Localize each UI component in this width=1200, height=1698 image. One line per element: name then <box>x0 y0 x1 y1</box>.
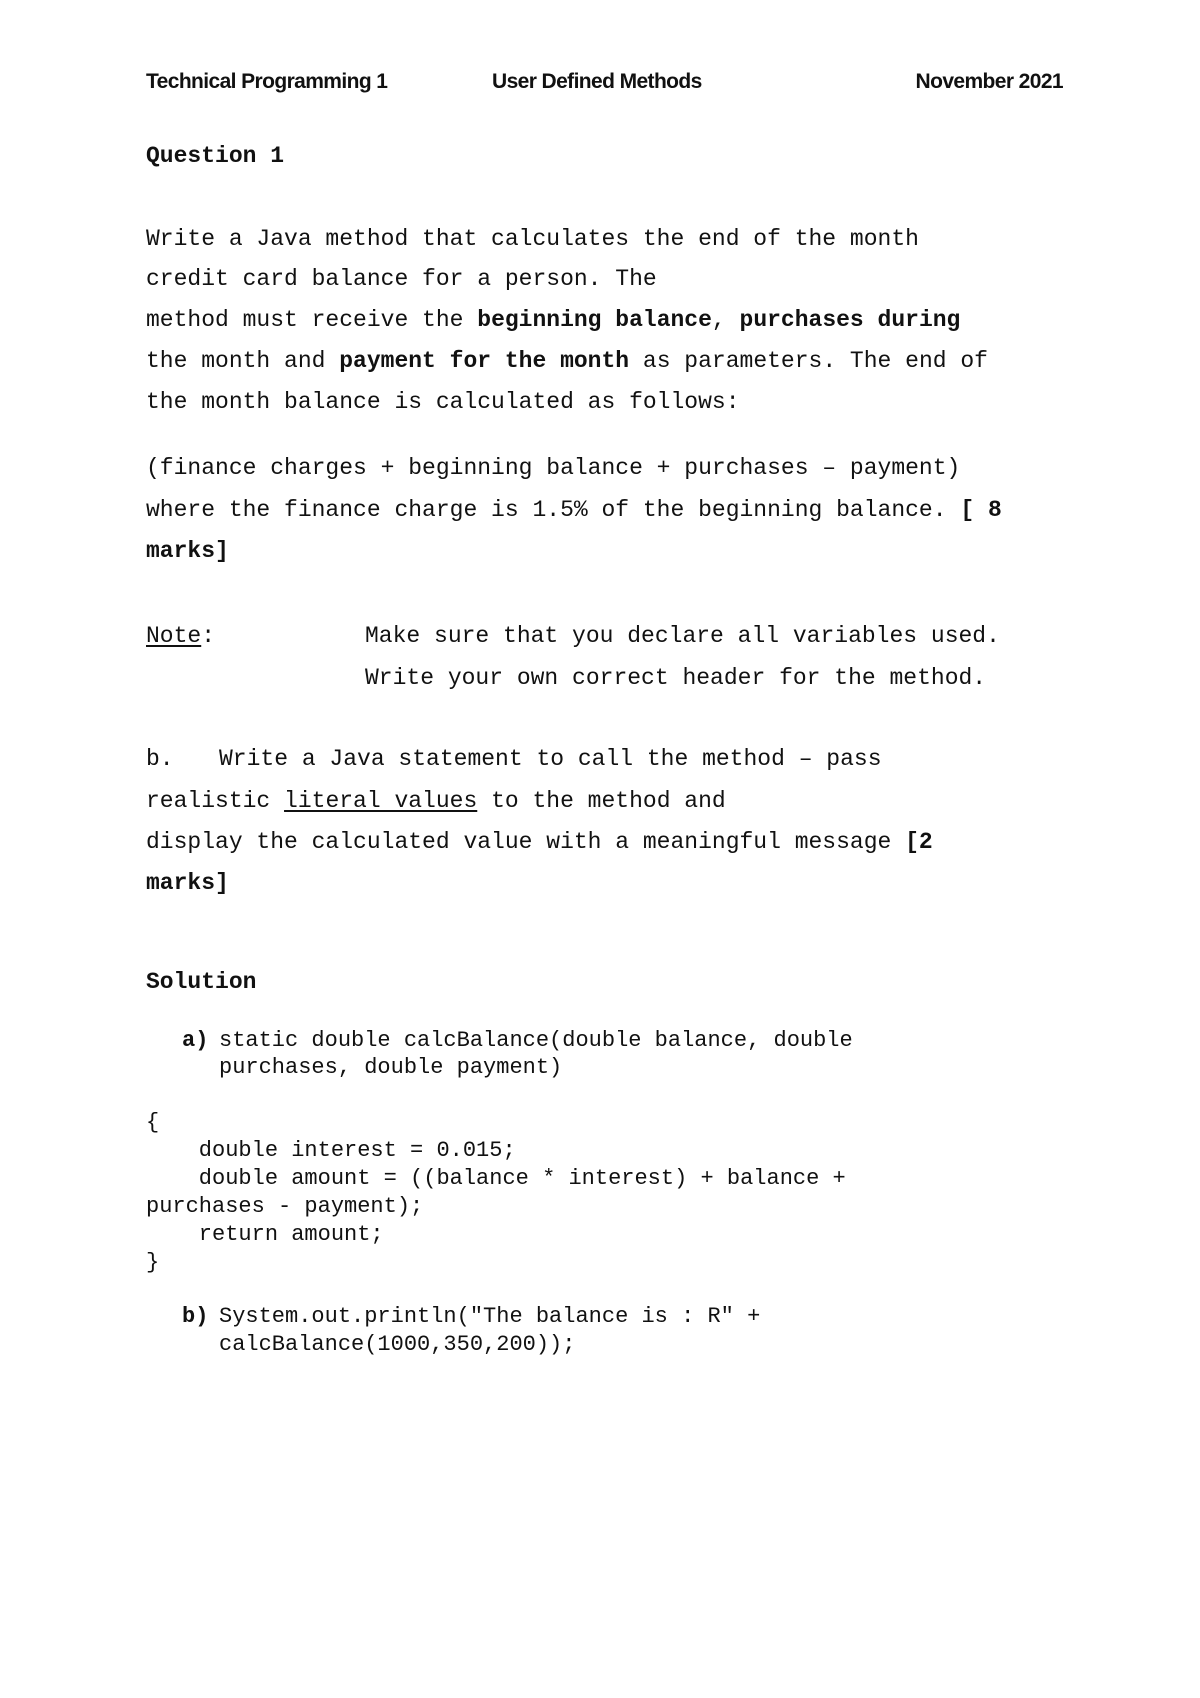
solution-b-label: b) <box>182 1304 209 1329</box>
part-b-line-1: Write a Java statement to call the method – pass <box>219 746 882 772</box>
part-b-prefix: b. <box>146 746 174 772</box>
question-text-line-2: credit card balance for a person. The <box>146 266 657 292</box>
formula-line-2 <box>146 497 1002 523</box>
question-text-line-1: Write a Java method that calculates the end of the month <box>146 226 919 252</box>
marks-label: [ 8 <box>960 497 1002 523</box>
code-line-1: { <box>146 1110 160 1135</box>
note-label: Note <box>146 623 202 649</box>
code-line-4: purchases - payment); <box>146 1194 424 1219</box>
part-b-line-3 <box>146 829 933 855</box>
question-title: Question 1 <box>146 143 285 169</box>
marks-label-continued: marks] <box>146 538 229 564</box>
part-b-line-2 <box>146 788 726 814</box>
page-header <box>146 70 1063 102</box>
text-fragment: method must receive the <box>146 307 478 333</box>
note-colon: : <box>201 623 216 649</box>
solution-b-line-1: System.out.println("The balance is : R" + <box>219 1304 761 1329</box>
emphasis-beginning-balance: beginning balance <box>477 307 712 333</box>
code-line-2: double interest = 0.015; <box>146 1138 516 1163</box>
code-line-3: double amount = ((balance * interest) + balance + <box>146 1166 846 1191</box>
question-text-line-4 <box>146 348 988 374</box>
note-line-1 <box>146 623 215 649</box>
header-date: November 2021 <box>915 70 1063 93</box>
solution-a-line-2: purchases, double payment) <box>219 1055 563 1080</box>
text-fragment: the month and <box>146 348 340 374</box>
formula-line-1: (finance charges + beginning balance + purchases – payment) <box>146 455 961 481</box>
question-text-line-3 <box>146 307 960 333</box>
question-text-line-5: the month balance is calculated as follows: <box>146 389 740 415</box>
text-fragment: as parameters. The end of <box>629 348 988 374</box>
marks-label: [2 <box>905 829 933 855</box>
solution-title: Solution <box>146 969 257 995</box>
note-text-2: Write your own correct header for the method. <box>365 665 987 691</box>
text-fragment: to the method and <box>477 788 726 814</box>
emphasis-payment-for-month: payment for the month <box>339 348 630 374</box>
text-fragment: , <box>711 307 740 333</box>
text-fragment: display the calculated value with a meaningful message <box>146 829 906 855</box>
solution-b-line-2: calcBalance(1000,350,200)); <box>219 1332 576 1357</box>
emphasis-purchases-during: purchases during <box>739 307 961 333</box>
header-topic: User Defined Methods <box>492 70 702 93</box>
header-course: Technical Programming 1 <box>146 70 388 93</box>
text-fragment: realistic <box>146 788 285 814</box>
code-line-6: } <box>146 1250 160 1275</box>
marks-label-continued: marks] <box>146 870 229 896</box>
solution-a-label: a) <box>182 1028 209 1053</box>
note-text-1: Make sure that you declare all variables used. <box>365 623 1000 649</box>
text-fragment: where the finance charge is 1.5% of the beginning balance. <box>146 497 961 523</box>
underlined-literal-values: literal values <box>284 788 478 814</box>
solution-a-line-1: static double calcBalance(double balance, double <box>219 1028 853 1053</box>
code-line-5: return amount; <box>146 1222 384 1247</box>
